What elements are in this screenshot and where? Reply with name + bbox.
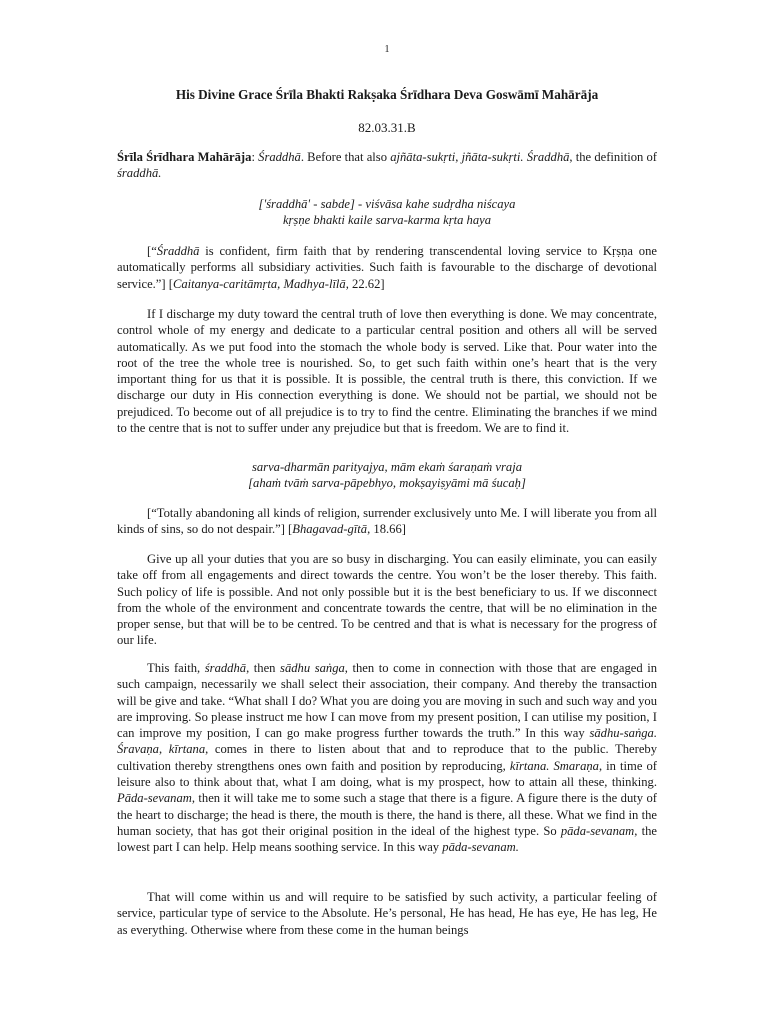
verse-line: sarva-dharmān parityajya, mām ekaṁ śaraṇaṁ vraja	[251, 460, 523, 474]
scripture-reference: Bhagavad-gītā	[292, 522, 368, 537]
intro-paragraph: Śrīla Śrīdhara Mahārāja: Śraddhā. Before that also ajñāta-sukṛti, jñāta-sukṛti. Śraddhā, the definition of śraddhā.	[117, 150, 657, 181]
document-date: 82.03.31.B	[358, 120, 416, 135]
verse-line: ['śraddhā' - sabde] - viśvāsa kahe sudṛdha niścaya	[258, 197, 516, 211]
verse-line: kṛṣṇe bhakti kaile sarva-karma kṛta haya	[282, 213, 492, 228]
body-paragraph-3: This faith, śraddhā, then sādhu saṅga, then to come in connection with those that are engaged in such campaign, necessarily we shall select their association, their company. And thereby the transaction will be give and take. “What shall I do? What you are doing you are moving in such and such way and you are improving. So please instruct me how I can move from my present position, I can utilise my position, I can improve my position, I can go make progress further towards the truth.” In this way sādhu-saṅga. Śravaṇa, kīrtana, comes in there to listen about that and to reproduce that to the public. Thereby cultivation thereby strengthens ones own faith and position by reproducing, kīrtana. Smaraṇa, in time of leisure also to think about that, what I am doing, what is my prospect, how to attain all these, thinking. Pāda-sevanam, then it will take me to some such a stage that there is a figure. A figure there is the duty of the heart to discharge; the head is there, the mouth is there, the hand is there, all these. What we find in the human society, that has got their original position in the ideal of the highest type. So pāda-sevanam, the lowest part I can help. Help means soothing service. In this way pāda-sevanam.	[117, 661, 658, 855]
body-paragraph-2: Give up all your duties that you are so busy in discharging. You can easily eliminate, you can easily take off from all engagements and direct towards the centre. You won’t be the loser thereby. This faith. Such policy of life is possible. And not only possible but it is the best beneficiary to us. If we disconnect from the whole of the environment and concentrate towards the centre, that will be no elimination in the proper sense, but that will be to be centred. To be centred and that is what is necessary for the progress of our life.	[117, 552, 657, 648]
body-paragraph-1: If I discharge my duty toward the central truth of love then everything is done. We may concentrate, control whole of my energy and dedicate to a particular central position and others all will be served automatically. As we put food into the stomach the whole body is served. Like that. Pour water into the root of the tree the whole tree is nourished. So, to get such faith within one’s heart that is the very important thing for us that it is possible. It is possible, the central truth is there, this conviction. If we discharge our duty in His connection everything is done. We should not be partial, we should not be prejudiced. To become out of all prejudice is to try to find the centre. Eliminating the branches if we mind to the centre that is not to suffer under any prejudice but that is freedom. We are to find it.	[117, 307, 657, 436]
body-paragraph-4: That will come within us and will require to be satisfied by such activity, a particular feeling of service, particular type of service to the Absolute. He’s personal, He has head, He has eye, He has leg, He as everything. Otherwise where from these come in the human beings	[117, 890, 657, 937]
page-number: 1	[384, 44, 390, 55]
verse-block-1	[117, 196, 657, 229]
scripture-reference: Caitanya-caritāmṛta, Madhya-līlā,	[172, 276, 349, 291]
translation-paragraph-1: [“Śraddhā is confident, firm faith that by rendering transcendental loving service to Kṛṣṇa one automatically performs all subsidiary activities. Such faith is favourable to the discharge of devotional service.”] [Caitanya-caritāmṛta, Madhya-līlā, 22.62]	[117, 244, 657, 291]
verse-block-2	[117, 459, 657, 492]
verse-line: [ahaṁ tvāṁ sarva-pāpebhyo, mokṣayiṣyāmi mā śucaḥ]	[248, 476, 526, 491]
speaker-name: Śrīla Śrīdhara Mahārāja	[117, 150, 252, 164]
document-title: His Divine Grace Śrīla Bhakti Rakṣaka Śrīdhara Deva Goswāmī Mahārāja	[175, 87, 599, 102]
translation-paragraph-2: [“Totally abandoning all kinds of religion, surrender exclusively unto Me. I will liberate you from all kinds of sins, so do not despair.”] [Bhagavad-gītā, 18.66]	[117, 506, 657, 537]
